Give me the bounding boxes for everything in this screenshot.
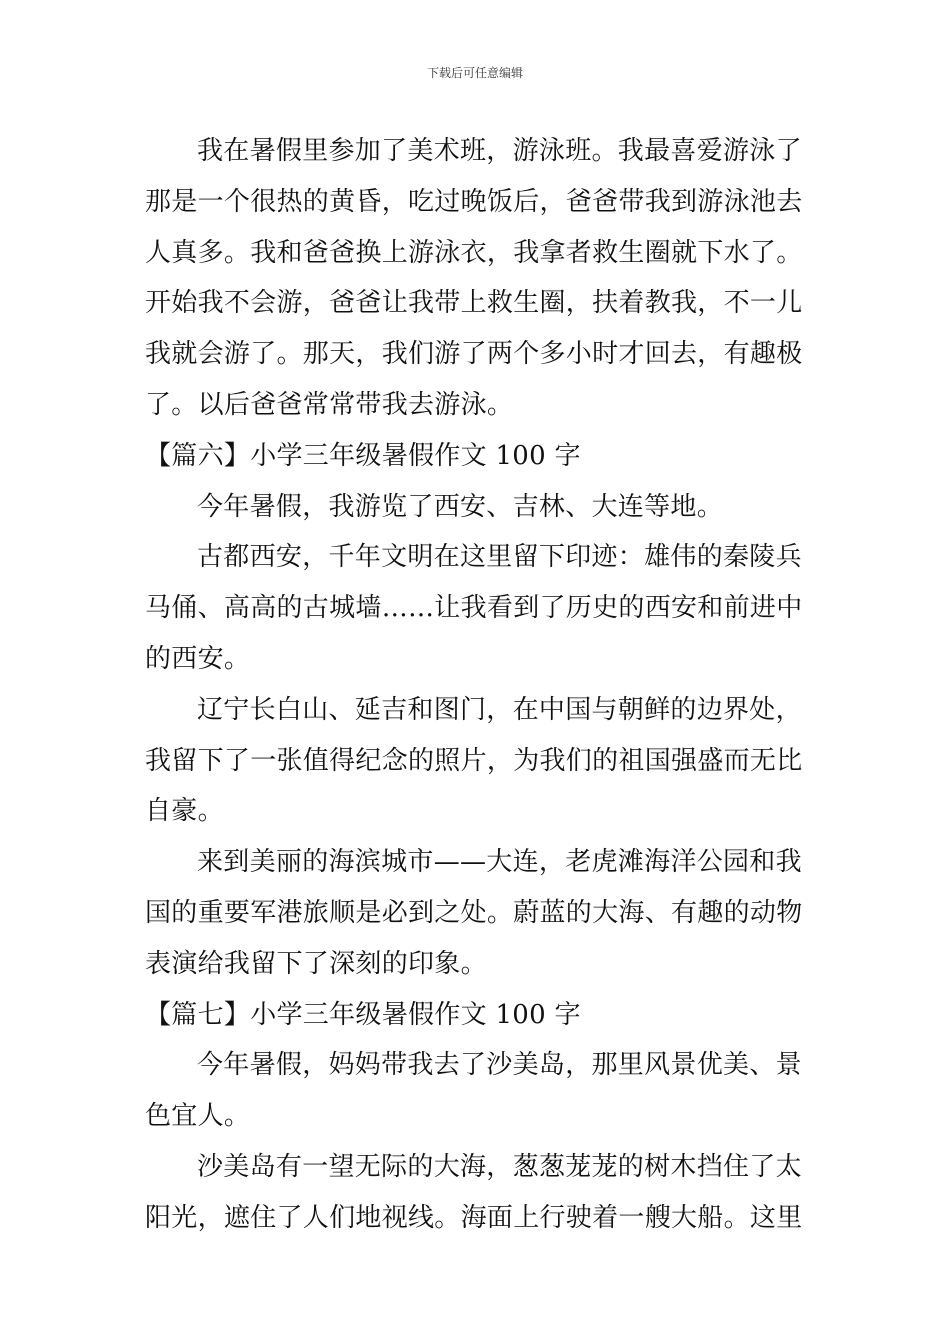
text-line: 人真多。我和爸爸换上游泳衣，我拿者救生圈就下水了。 xyxy=(145,237,803,268)
page-header: 下载后可任意编辑 xyxy=(426,66,523,80)
text-line: 了。以后爸爸常常带我去游泳。 xyxy=(145,389,514,420)
text-line: 我就会游了。那天，我们游了两个多小时才回去，有趣极 xyxy=(145,339,803,370)
text-line: 古都西安，千年文明在这里留下印迹：雄伟的秦陵兵 xyxy=(197,542,802,573)
text-line: 表演给我留下了深刻的印象。 xyxy=(145,948,487,979)
text-line: 我在暑假里参加了美术班，游泳班。我最喜爱游泳了 xyxy=(197,136,802,166)
text-line: 来到美丽的海滨城市——大连，老虎滩海洋公园和我 xyxy=(197,847,802,878)
text-line: 沙美岛有一望无际的大海，葱葱茏茏的树木挡住了太 xyxy=(197,1151,802,1182)
text-line: 我留下了一张值得纪念的照片，为我们的祖国强盛而无比 xyxy=(145,745,803,776)
text-line: 的西安。 xyxy=(145,643,251,674)
section-heading: 【篇六】小学三年级暑假作文 100 字 xyxy=(145,440,581,471)
text-line: 那是一个很热的黄昏，吃过晚饭后，爸爸带我到游泳池去 xyxy=(145,186,803,217)
text-line: 色宜人。 xyxy=(145,1101,251,1132)
section-heading: 【篇七】小学三年级暑假作文 100 字 xyxy=(145,999,581,1030)
text-line: 今年暑假，妈妈带我去了沙美岛，那里风景优美、景 xyxy=(197,1050,802,1081)
text-line: 自豪。 xyxy=(145,796,224,827)
text-line: 国的重要军港旅顺是必到之处。蔚蓝的大海、有趣的动物 xyxy=(145,897,803,928)
text-line: 阳光，遮住了人们地视线。海面上行驶着一艘大船。这里 xyxy=(145,1202,803,1233)
text-line: 今年暑假，我游览了西安、吉林、大连等地。 xyxy=(197,491,724,522)
text-line: 开始我不会游，爸爸让我带上救生圈，扶着教我，不一儿 xyxy=(145,288,803,319)
text-line: 马俑、高高的古城墙……让我看到了历史的西安和前进中 xyxy=(145,593,803,624)
document-body xyxy=(145,126,810,1244)
text-line: 辽宁长白山、延吉和图门，在中国与朝鲜的边界处， xyxy=(197,694,802,725)
